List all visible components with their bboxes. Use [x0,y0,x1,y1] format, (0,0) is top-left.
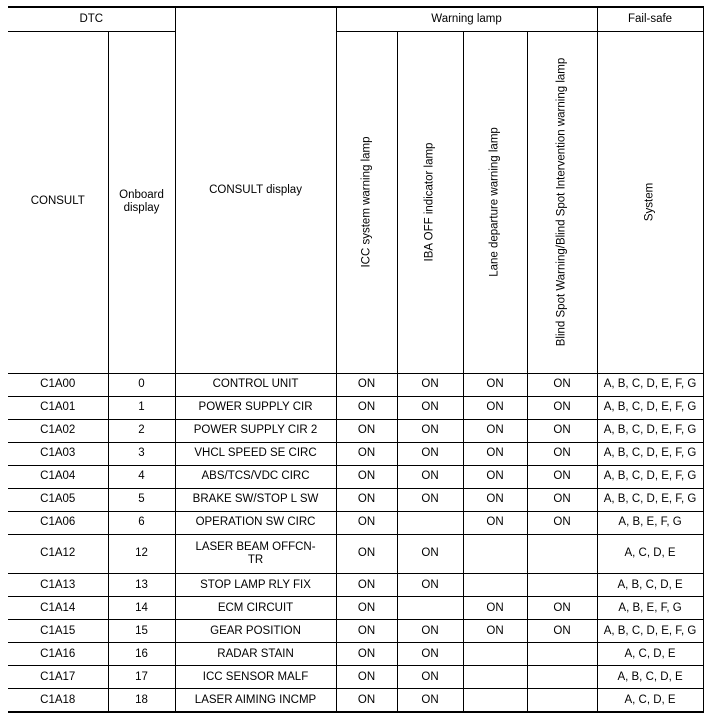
cell-consult-display-line1: POWER SUPPLY CIR [198,400,313,413]
cell-lane-departure-warning-lamp [463,574,527,597]
header-consult-cell [8,31,108,373]
cell-consult-display [175,597,336,620]
cell-icc-system-warning-lamp: ON [336,511,397,534]
cell-iba-off-indicator-lamp [397,597,463,620]
cell-consult-display [175,511,336,534]
cell-icc-system-warning-lamp: ON [336,488,397,511]
header-group-row [8,7,703,31]
header-group-warning-lamp: Warning lamp [336,7,597,31]
cell-onboard-display: 12 [108,534,175,573]
cell-lane-departure-warning-lamp [463,689,527,712]
cell-blind-spot-warning-lamp: ON [527,511,597,534]
cell-blind-spot-warning-lamp: ON [527,396,597,419]
cell-consult: C1A12 [8,534,108,573]
header-iba-off-indicator-lamp-cell [397,31,463,373]
cell-iba-off-indicator-lamp [397,511,463,534]
cell-blind-spot-warning-lamp: ON [527,442,597,465]
cell-icc-system-warning-lamp: ON [336,396,397,419]
cell-consult: C1A13 [8,574,108,597]
cell-lane-departure-warning-lamp: ON [463,419,527,442]
cell-consult-display-line1: VHCL SPEED SE CIRC [194,447,317,459]
cell-consult: C1A03 [8,442,108,465]
cell-consult-display-line1: CONTROL UNIT [212,377,299,390]
cell-consult: C1A01 [8,396,108,419]
cell-system: A, B, C, D, E, F, G [597,396,703,419]
cell-icc-system-warning-lamp: ON [336,689,397,712]
header-iba-off-indicator-lamp-label: IBA OFF indicator lamp [423,142,436,262]
cell-system: A, C, D, E [597,689,703,712]
header-icc-system-warning-lamp-cell [336,31,397,373]
cell-consult-display-line1: LASER AIMING INCMP [194,693,317,706]
cell-system: A, B, C, D, E [597,666,703,689]
cell-consult-display [175,534,336,573]
table-row [8,419,703,442]
cell-icc-system-warning-lamp: ON [336,442,397,465]
cell-lane-departure-warning-lamp: ON [463,597,527,620]
table-row [8,488,703,511]
table-header [8,7,703,373]
header-consult-display-label: CONSULT display [209,183,302,196]
cell-onboard-display: 15 [108,620,175,643]
cell-system: A, B, C, D, E, F, G [597,442,703,465]
cell-onboard-display: 16 [108,643,175,666]
cell-consult-display-line1: OPERATION SW CIRC [195,516,316,529]
cell-system: A, B, C, D, E, F, G [597,419,703,442]
cell-system: A, B, C, D, E [597,574,703,597]
cell-consult: C1A02 [8,419,108,442]
table-body [8,373,703,712]
cell-consult: C1A04 [8,465,108,488]
cell-onboard-display: 3 [108,442,175,465]
cell-onboard-display: 2 [108,419,175,442]
cell-lane-departure-warning-lamp: ON [463,396,527,419]
table-row [8,396,703,419]
cell-consult-display-line1: LASER BEAM OFFCN- [195,540,316,553]
header-group-dtc: DTC [8,7,175,31]
cell-iba-off-indicator-lamp: ON [397,620,463,643]
cell-system: A, B, C, D, E, F, G [597,620,703,643]
cell-blind-spot-warning-lamp [527,574,597,597]
cell-consult-display-line1: ECM CIRCUIT [217,601,294,614]
cell-consult: C1A17 [8,666,108,689]
cell-system: A, C, D, E [597,643,703,666]
cell-consult: C1A16 [8,643,108,666]
cell-consult-display [175,465,336,488]
cell-lane-departure-warning-lamp: ON [463,465,527,488]
cell-consult: C1A00 [8,373,108,396]
cell-iba-off-indicator-lamp: ON [397,373,463,396]
cell-system: A, B, C, D, E, F, G [597,465,703,488]
cell-system: A, C, D, E [597,534,703,573]
table-row [8,442,703,465]
table-row [8,574,703,597]
cell-icc-system-warning-lamp: ON [336,643,397,666]
cell-blind-spot-warning-lamp: ON [527,419,597,442]
cell-iba-off-indicator-lamp: ON [397,465,463,488]
cell-consult-display-line2: TR [247,553,264,566]
cell-consult: C1A06 [8,511,108,534]
cell-consult-display [175,419,336,442]
cell-lane-departure-warning-lamp [463,666,527,689]
cell-iba-off-indicator-lamp: ON [397,574,463,597]
cell-iba-off-indicator-lamp: ON [397,689,463,712]
cell-consult-display-line1: GEAR POSITION [210,624,301,637]
header-consult-label: CONSULT [30,195,85,208]
cell-icc-system-warning-lamp: ON [336,534,397,573]
header-blind-spot-warning-lamp-label: Blind Spot Warning/Blind Spot Intervention warning lamp [555,57,568,347]
cell-onboard-display: 14 [108,597,175,620]
cell-blind-spot-warning-lamp: ON [527,597,597,620]
cell-lane-departure-warning-lamp [463,534,527,573]
header-system-label: System [643,182,656,222]
cell-blind-spot-warning-lamp [527,689,597,712]
cell-consult: C1A05 [8,488,108,511]
cell-consult-display [175,643,336,666]
cell-system: A, B, C, D, E, F, G [597,488,703,511]
cell-consult-display [175,666,336,689]
dtc-table-container [8,6,703,713]
cell-lane-departure-warning-lamp: ON [463,442,527,465]
cell-iba-off-indicator-lamp: ON [397,666,463,689]
cell-onboard-display: 13 [108,574,175,597]
header-icc-system-warning-lamp-label: ICC system warning lamp [359,136,372,268]
cell-consult-display-line1: POWER SUPPLY CIR 2 [193,423,318,436]
cell-consult-display-line1: ICC SENSOR MALF [202,670,309,683]
dtc-fail-safe-table [8,6,704,713]
cell-blind-spot-warning-lamp: ON [527,465,597,488]
cell-consult-display [175,373,336,396]
cell-lane-departure-warning-lamp: ON [463,488,527,511]
cell-icc-system-warning-lamp: ON [336,465,397,488]
table-row [8,666,703,689]
cell-consult: C1A18 [8,689,108,712]
cell-blind-spot-warning-lamp: ON [527,488,597,511]
header-group-fail-safe: Fail-safe [597,7,703,31]
cell-onboard-display: 18 [108,689,175,712]
cell-lane-departure-warning-lamp [463,643,527,666]
cell-onboard-display: 4 [108,465,175,488]
cell-iba-off-indicator-lamp: ON [397,442,463,465]
cell-icc-system-warning-lamp: ON [336,597,397,620]
cell-onboard-display: 1 [108,396,175,419]
cell-onboard-display: 6 [108,511,175,534]
header-subcolumn-row [8,31,703,373]
table-row [8,534,703,573]
cell-consult-display [175,574,336,597]
table-row [8,643,703,666]
cell-system: A, B, E, F, G [597,597,703,620]
header-lane-departure-warning-lamp-cell [463,31,527,373]
cell-blind-spot-warning-lamp: ON [527,620,597,643]
cell-icc-system-warning-lamp: ON [336,620,397,643]
cell-consult: C1A15 [8,620,108,643]
cell-consult-display-line1: RADAR STAIN [217,647,294,660]
header-lane-departure-warning-lamp-label: Lane departure warning lamp [488,127,501,277]
cell-iba-off-indicator-lamp: ON [397,396,463,419]
header-onboard-display-line2: display [123,202,160,214]
header-onboard-display-line1: Onboard [119,188,164,201]
cell-iba-off-indicator-lamp: ON [397,534,463,573]
table-row [8,511,703,534]
header-consult-display-cell [175,7,336,373]
cell-lane-departure-warning-lamp: ON [463,620,527,643]
cell-system: A, B, E, F, G [597,511,703,534]
cell-blind-spot-warning-lamp [527,534,597,573]
cell-consult: C1A14 [8,597,108,620]
cell-consult-display-line1: BRAKE SW/STOP L SW [192,493,319,506]
cell-consult-display [175,689,336,712]
header-onboard-display-cell [108,31,175,373]
cell-blind-spot-warning-lamp [527,643,597,666]
table-row [8,465,703,488]
cell-iba-off-indicator-lamp: ON [397,488,463,511]
cell-lane-departure-warning-lamp: ON [463,373,527,396]
table-row [8,373,703,396]
cell-consult-display [175,442,336,465]
cell-iba-off-indicator-lamp: ON [397,643,463,666]
cell-consult-display [175,620,336,643]
table-row [8,689,703,712]
table-row [8,597,703,620]
cell-icc-system-warning-lamp: ON [336,419,397,442]
cell-onboard-display: 0 [108,373,175,396]
cell-icc-system-warning-lamp: ON [336,666,397,689]
cell-iba-off-indicator-lamp: ON [397,419,463,442]
cell-lane-departure-warning-lamp: ON [463,511,527,534]
cell-onboard-display: 17 [108,666,175,689]
cell-consult-display-line1: STOP LAMP RLY FIX [200,578,311,591]
cell-consult-display [175,396,336,419]
cell-system: A, B, C, D, E, F, G [597,373,703,396]
header-blind-spot-warning-lamp-cell [527,31,597,373]
cell-consult-display [175,488,336,511]
table-row [8,620,703,643]
cell-blind-spot-warning-lamp [527,666,597,689]
cell-icc-system-warning-lamp: ON [336,574,397,597]
header-system-cell [597,31,703,373]
cell-consult-display-line1: ABS/TCS/VDC CIRC [201,470,310,483]
cell-blind-spot-warning-lamp: ON [527,373,597,396]
cell-onboard-display: 5 [108,488,175,511]
cell-icc-system-warning-lamp: ON [336,373,397,396]
